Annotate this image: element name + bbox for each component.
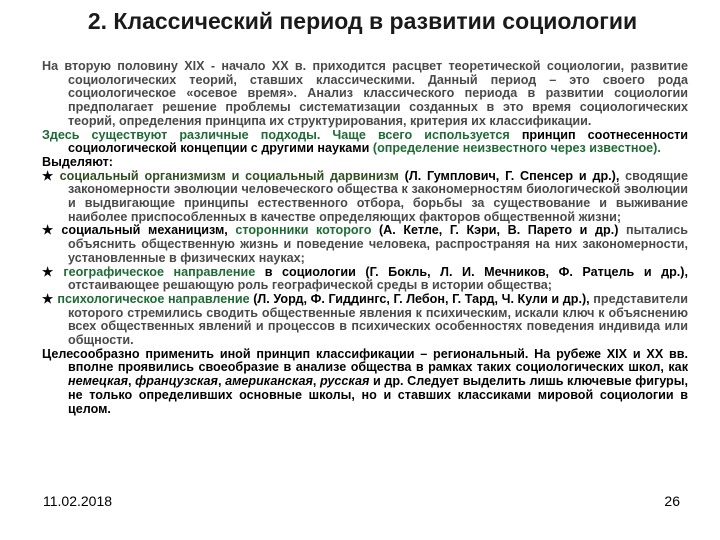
school-russian: русская xyxy=(320,374,370,389)
item1-names: (Л. Гумплович, Г. Спенсер и др.), xyxy=(398,168,620,183)
list-item-geographic xyxy=(42,266,688,293)
item1-desc: сводящие закономерности эволюции человеческого общества к закономерностям биологической эволюции и выдвигающие принципы естественного отбора, борьбы за существование и выживание наиболее приспособленных в качестве определяющих факторов общественной жизни; xyxy=(68,168,689,224)
approach-principle: принцип соотнесенности социологической концепции с другими науками xyxy=(68,127,688,156)
star-bullet-icon: ★ xyxy=(42,168,56,183)
list-item-psychological xyxy=(42,293,688,348)
item2-desc: пытались объяснить общественную жизнь и поведение человека, распространяя на них закономерности, установленные в физических науках; xyxy=(68,223,688,265)
approach-paragraph xyxy=(42,129,688,156)
star-bullet-icon: ★ xyxy=(42,291,54,306)
item3-main: географическое направление xyxy=(63,264,256,279)
comma: , xyxy=(312,374,321,389)
item3-names: в социологии (Г. Бокль, Л. И. Мечников, Ф. Ратцель и др.), xyxy=(255,264,688,279)
item4-desc: представители которого стремились сводить общественные явления к психическим, искали ключ к объяснению всех общественных явлений и процессов в психических особенностях поведения индивида или общности. xyxy=(68,291,688,348)
item2-names: (А. Кетле, Г. Кэри, В. Парето и др.) xyxy=(371,223,619,238)
list-item-organicism xyxy=(42,170,688,225)
item4-main: психологическое направление xyxy=(57,291,250,306)
conclusion-paragraph xyxy=(42,348,688,417)
approach-text-3: (определение неизвестного через известное). xyxy=(369,141,661,156)
comma: , xyxy=(217,374,226,389)
highlight-label: Выделяют: xyxy=(42,154,113,169)
slide-body xyxy=(42,60,688,416)
conclusion-text-1: Целесообразно применить иной принцип классификации – региональный. На рубеже XIX и XX вв. вполне проявились своеобразие в анализе общества в рамках таких социологических школ, как xyxy=(42,346,688,375)
star-bullet-icon: ★ xyxy=(42,264,60,279)
school-french: французская xyxy=(135,374,218,389)
comma: , xyxy=(128,374,136,389)
item4-names: (Л. Уорд, Ф. Гиддингс, Г. Лебон, Г. Тард, Ч. Кули и др.), xyxy=(249,291,590,306)
conclusion-text-2: и др. Следует выделить лишь ключевые фигуры, не только определивших основные школы, но и ставших классиками мировой социологии в целом. xyxy=(68,374,689,416)
slide-title: 2. Классический период в развитии социологии xyxy=(87,8,638,34)
footer-date: 11.02.2018 xyxy=(43,493,113,509)
item2-main: социальный механицизм, xyxy=(61,223,228,238)
school-american: американская xyxy=(225,374,313,389)
list-item-mechanicism xyxy=(42,224,688,265)
item1-main: социальный организмизм и социальный дарвинизм xyxy=(59,168,399,183)
school-german: немецкая xyxy=(68,374,129,389)
approach-text-1: Здесь существуют различные подходы. Чаще всего используется xyxy=(42,127,522,142)
star-bullet-icon: ★ xyxy=(42,223,58,238)
item3-desc: отстаивающее решающую роль географической среды в истории общества; xyxy=(68,278,552,293)
intro-paragraph: На вторую половину XIX - начало XX в. приходится расцвет теоретической социологии, развитие социологических теорий, ставших классическими. Данный период – это своего рода социологическое «осевое время». Анализ классического периода в развитии социологии предполагает решение проблемы систематизации созданных в это время социологических теорий, определения принципа их структурирования, критерия их классификации. xyxy=(42,59,688,128)
item2-mid: сторонники которого xyxy=(227,223,372,238)
page-number: 26 xyxy=(664,493,680,509)
